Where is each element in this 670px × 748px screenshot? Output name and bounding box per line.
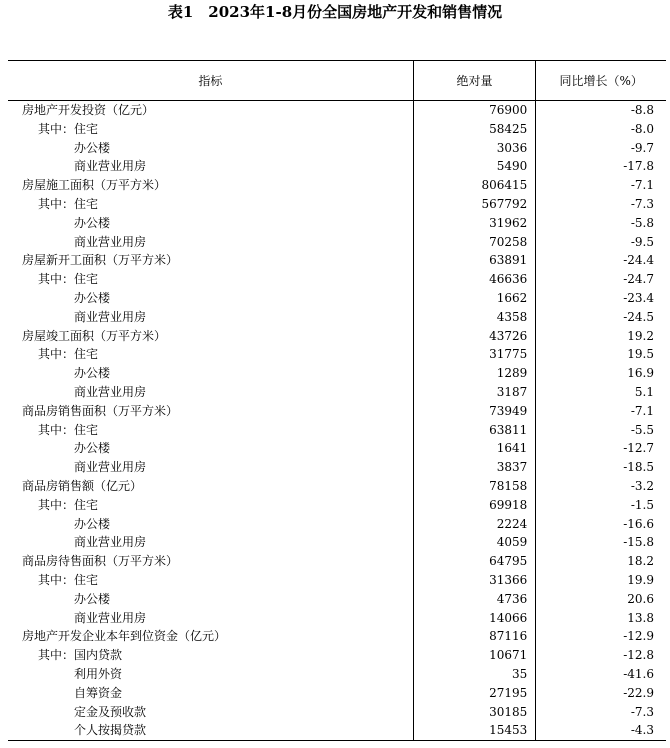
- row-growth-value: -41.6: [536, 665, 666, 684]
- row-growth-value: -18.5: [536, 458, 666, 477]
- table-row: [8, 627, 666, 646]
- table-row: [8, 703, 666, 722]
- row-label: 办公楼: [74, 290, 111, 305]
- row-growth-value: -12.7: [536, 439, 666, 458]
- row-label: 商业营业用房: [74, 309, 147, 324]
- table-row: [8, 176, 666, 195]
- header-indicator: 指标: [8, 61, 413, 101]
- row-growth-value: -9.5: [536, 233, 666, 252]
- table-row: [8, 684, 666, 703]
- row-growth-value: -16.6: [536, 515, 666, 534]
- row-label: 其中：住宅: [38, 572, 99, 587]
- row-label: 自筹资金: [74, 685, 123, 700]
- row-label: 办公楼: [74, 591, 111, 606]
- row-absolute-value: 78158: [413, 477, 536, 496]
- row-label: 商业营业用房: [74, 159, 147, 174]
- row-growth-value: -7.1: [536, 402, 666, 421]
- row-label: 商业营业用房: [74, 234, 147, 249]
- row-growth-value: -7.1: [536, 176, 666, 195]
- row-label: 房屋施工面积（万平方米）: [22, 178, 167, 193]
- row-growth-value: -24.5: [536, 308, 666, 327]
- row-label: 办公楼: [74, 366, 111, 381]
- row-label: 商业营业用房: [74, 535, 147, 550]
- row-label: 办公楼: [74, 441, 111, 456]
- row-absolute-value: 3036: [413, 139, 536, 158]
- row-label: 商业营业用房: [74, 384, 147, 399]
- row-growth-value: -12.8: [536, 646, 666, 665]
- row-label: 房屋新开工面积（万平方米）: [22, 253, 179, 268]
- table-row: [8, 646, 666, 665]
- table-row: [8, 533, 666, 552]
- row-growth-value: -8.0: [536, 120, 666, 139]
- row-absolute-value: 46636: [413, 270, 536, 289]
- row-growth-value: -9.7: [536, 139, 666, 158]
- row-label: 其中：国内贷款: [38, 648, 123, 663]
- row-label: 其中：住宅: [38, 196, 99, 211]
- table-row: [8, 439, 666, 458]
- row-label: 利用外资: [74, 666, 123, 681]
- header-row: [8, 61, 666, 101]
- row-absolute-value: 10671: [413, 646, 536, 665]
- row-absolute-value: 63811: [413, 421, 536, 440]
- row-label: 商业营业用房: [74, 610, 147, 625]
- row-absolute-value: 31962: [413, 214, 536, 233]
- table-row: [8, 327, 666, 346]
- row-growth-value: -8.8: [536, 101, 666, 120]
- table-row: [8, 590, 666, 609]
- row-absolute-value: 1289: [413, 364, 536, 383]
- table-row: [8, 157, 666, 176]
- row-absolute-value: 567792: [413, 195, 536, 214]
- table-row: [8, 364, 666, 383]
- row-growth-value: -24.7: [536, 270, 666, 289]
- row-label: 房地产开发投资（亿元）: [22, 103, 155, 117]
- row-growth-value: 19.9: [536, 571, 666, 590]
- table-row: [8, 496, 666, 515]
- header-growth: 同比增长（%）: [536, 61, 666, 101]
- table-row: [8, 233, 666, 252]
- row-absolute-value: 69918: [413, 496, 536, 515]
- table-row: [8, 214, 666, 233]
- data-table: [8, 60, 666, 741]
- row-growth-value: 5.1: [536, 383, 666, 402]
- row-absolute-value: 27195: [413, 684, 536, 703]
- row-absolute-value: 4358: [413, 308, 536, 327]
- row-absolute-value: 35: [413, 665, 536, 684]
- row-label: 房地产开发企业本年到位资金（亿元）: [22, 629, 227, 644]
- row-growth-value: -12.9: [536, 627, 666, 646]
- row-absolute-value: 31775: [413, 345, 536, 364]
- row-absolute-value: 4736: [413, 590, 536, 609]
- table-row: [8, 552, 666, 571]
- row-absolute-value: 4059: [413, 533, 536, 552]
- table-row: [8, 402, 666, 421]
- row-label: 商业营业用房: [74, 460, 147, 475]
- table-row: [8, 458, 666, 477]
- table-row: [8, 665, 666, 684]
- row-growth-value: 16.9: [536, 364, 666, 383]
- row-absolute-value: 3837: [413, 458, 536, 477]
- table-row: [8, 120, 666, 139]
- row-absolute-value: 73949: [413, 402, 536, 421]
- row-growth-value: -7.3: [536, 195, 666, 214]
- row-growth-value: -17.8: [536, 157, 666, 176]
- row-absolute-value: 64795: [413, 552, 536, 571]
- table-row: [8, 270, 666, 289]
- row-label: 办公楼: [74, 140, 111, 155]
- table-row: [8, 571, 666, 590]
- row-label: 其中：住宅: [38, 347, 99, 362]
- row-growth-value: 20.6: [536, 590, 666, 609]
- table-row: [8, 345, 666, 364]
- row-label: 其中：住宅: [38, 497, 99, 512]
- row-growth-value: -22.9: [536, 684, 666, 703]
- row-absolute-value: 30185: [413, 703, 536, 722]
- table-row: [8, 289, 666, 308]
- row-absolute-value: 5490: [413, 157, 536, 176]
- row-growth-value: -15.8: [536, 533, 666, 552]
- row-absolute-value: 43726: [413, 327, 536, 346]
- table-row: [8, 721, 666, 740]
- row-growth-value: -23.4: [536, 289, 666, 308]
- row-growth-value: -4.3: [536, 721, 666, 740]
- row-absolute-value: 63891: [413, 251, 536, 270]
- table-row: [8, 251, 666, 270]
- row-growth-value: 18.2: [536, 552, 666, 571]
- row-growth-value: -5.8: [536, 214, 666, 233]
- table-header: [8, 61, 666, 101]
- row-growth-value: 19.2: [536, 327, 666, 346]
- table-row: [8, 139, 666, 158]
- table-row: [8, 195, 666, 214]
- row-absolute-value: 87116: [413, 627, 536, 646]
- table-row: [8, 101, 666, 120]
- table-row: [8, 308, 666, 327]
- table-body: [8, 101, 666, 741]
- row-label: 其中：住宅: [38, 121, 99, 136]
- header-absolute: 绝对量: [413, 61, 536, 101]
- table-row: [8, 383, 666, 402]
- row-label: 商品房销售额（亿元）: [22, 478, 143, 493]
- row-growth-value: -24.4: [536, 251, 666, 270]
- row-absolute-value: 70258: [413, 233, 536, 252]
- row-growth-value: -5.5: [536, 421, 666, 440]
- row-absolute-value: 31366: [413, 571, 536, 590]
- row-absolute-value: 1662: [413, 289, 536, 308]
- row-growth-value: -1.5: [536, 496, 666, 515]
- row-label: 其中：住宅: [38, 422, 99, 437]
- row-label: 定金及预收款: [74, 704, 147, 719]
- table-row: [8, 515, 666, 534]
- row-absolute-value: 76900: [413, 101, 536, 120]
- row-growth-value: 19.5: [536, 345, 666, 364]
- row-absolute-value: 1641: [413, 439, 536, 458]
- table-row: [8, 477, 666, 496]
- row-label: 商品房销售面积（万平方米）: [22, 403, 179, 418]
- row-absolute-value: 58425: [413, 120, 536, 139]
- row-absolute-value: 2224: [413, 515, 536, 534]
- row-absolute-value: 806415: [413, 176, 536, 195]
- row-label: 办公楼: [74, 215, 111, 230]
- row-absolute-value: 15453: [413, 721, 536, 740]
- row-growth-value: -3.2: [536, 477, 666, 496]
- row-label: 其中：住宅: [38, 272, 99, 287]
- row-label: 个人按揭贷款: [8, 721, 413, 740]
- row-label: 商品房待售面积（万平方米）: [22, 554, 179, 569]
- table-title: 表1 2023年1-8月份全国房地产开发和销售情况: [167, 3, 503, 21]
- row-growth-value: 13.8: [536, 609, 666, 628]
- row-growth-value: -7.3: [536, 703, 666, 722]
- row-absolute-value: 3187: [413, 383, 536, 402]
- row-absolute-value: 14066: [413, 609, 536, 628]
- row-label: 办公楼: [74, 516, 111, 531]
- row-label: 房屋竣工面积（万平方米）: [22, 328, 167, 343]
- table-row: [8, 421, 666, 440]
- table-row: [8, 609, 666, 628]
